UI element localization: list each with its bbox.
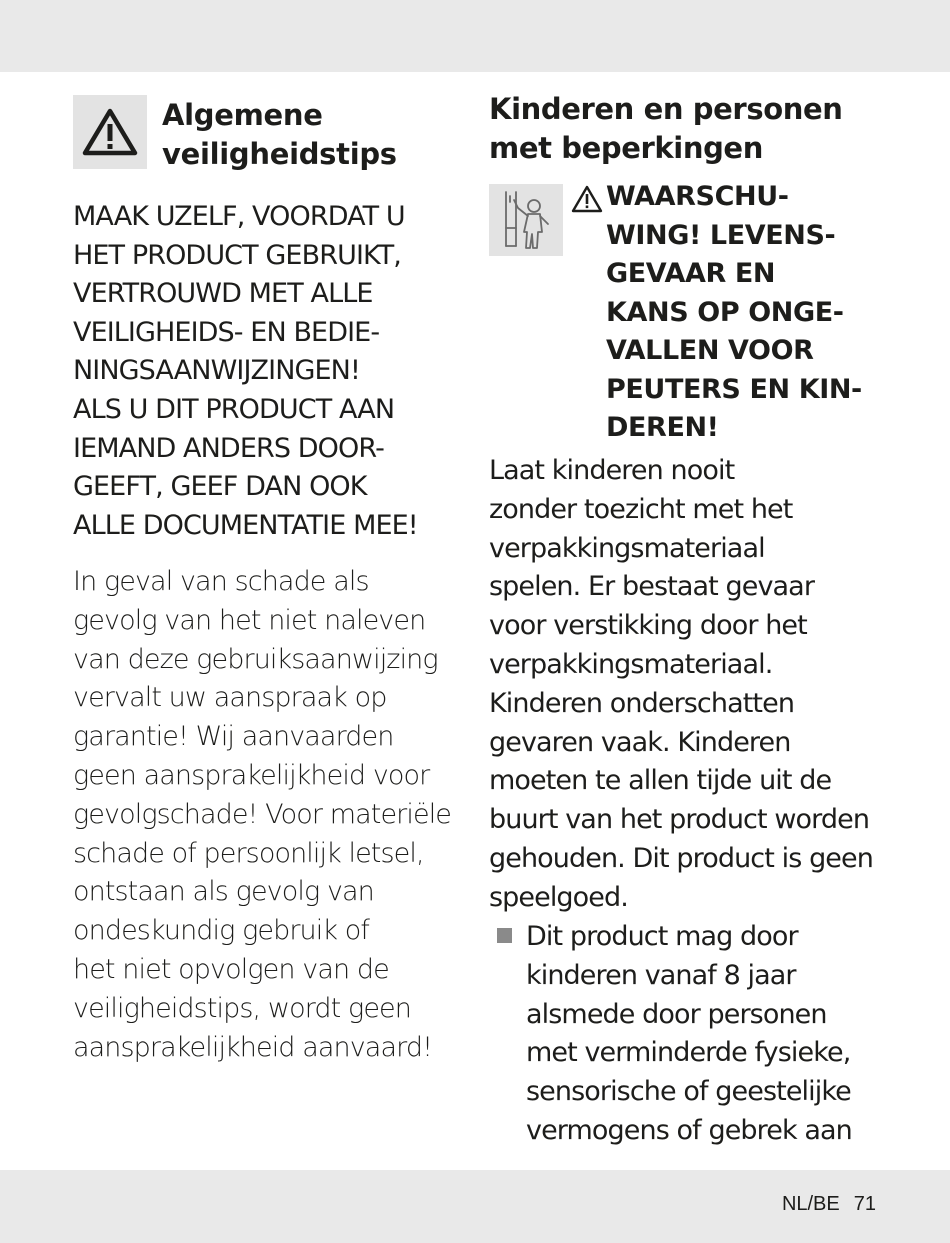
text-line: sensorische of geestelijke xyxy=(526,1076,851,1108)
text-line: vervalt uw aanspraak op xyxy=(73,682,387,714)
header-band xyxy=(0,0,950,72)
text-line: ALS U DIT PRODUCT AAN xyxy=(73,393,395,425)
text-line: gevolgschade! Voor materiële xyxy=(73,798,452,830)
warning-line: VALLEN VOOR xyxy=(606,335,814,366)
text-line: gevolg van het niet naleven xyxy=(73,604,426,636)
text-line: verpakkingsmateriaal. xyxy=(489,648,773,680)
text-line: NINGSAANWIJZINGEN! xyxy=(73,355,360,387)
heading-line: veiligheidstips xyxy=(162,137,397,171)
page-number: 71 xyxy=(853,1193,876,1215)
text-line: VEILIGHEIDS- EN BEDIE- xyxy=(73,316,380,348)
text-line: veiligheidstips, wordt geen xyxy=(73,992,411,1024)
warning-line: GEVAAR EN xyxy=(606,258,776,289)
text-line: aansprakelijkheid aanvaard! xyxy=(73,1031,432,1063)
warning-triangle-small-icon xyxy=(571,185,603,213)
text-line: gehouden. Dit product is geen xyxy=(489,842,873,874)
text-line: Kinderen onderschatten xyxy=(489,687,795,719)
child-safety-icon xyxy=(494,188,558,252)
bullet-square-icon xyxy=(497,928,512,943)
warranty-paragraph xyxy=(73,563,451,1067)
text-line: Dit product mag door xyxy=(526,921,798,952)
text-line: In geval van schade als xyxy=(73,566,369,597)
text-line: zonder toezicht met het xyxy=(489,493,793,525)
text-line: IEMAND ANDERS DOOR- xyxy=(73,432,384,464)
section-heading-general-safety xyxy=(162,96,397,174)
text-line: met verminderde fysieke, xyxy=(526,1037,851,1069)
text-line: verpakkingsmateriaal xyxy=(489,532,765,564)
text-line: geen aansprakelijkheid voor xyxy=(73,759,430,791)
text-line: ontstaan als gevolg van xyxy=(73,876,374,908)
text-line: ALLE DOCUMENTATIE MEE! xyxy=(73,509,418,541)
text-line: ondeskundig gebruik of xyxy=(73,915,370,947)
text-line: kinderen vanaf 8 jaar xyxy=(526,959,796,991)
text-line: speelgoed. xyxy=(489,881,628,913)
warning-line: DEREN! xyxy=(606,412,719,443)
text-line: Laat kinderen nooit xyxy=(489,455,735,486)
uppercase-instruction xyxy=(73,198,418,545)
text-line: buurt van het product worden xyxy=(489,804,870,836)
packaging-paragraph xyxy=(489,452,873,918)
text-line: HET PRODUCT GEBRUIKT, xyxy=(73,239,401,271)
warning-line: KANS OP ONGE- xyxy=(606,296,844,328)
warning-line: WAARSCHU- xyxy=(606,181,789,212)
text-line: van deze gebruiksaanwijzing xyxy=(73,643,438,675)
bullet-item xyxy=(526,918,852,1151)
text-line: gevaren vaak. Kinderen xyxy=(489,726,791,758)
text-line: VERTROUWD MET ALLE xyxy=(73,278,373,310)
heading-line: met beperkingen xyxy=(489,131,763,165)
text-line: moeten te allen tijde uit de xyxy=(489,765,832,797)
warning-triangle-icon xyxy=(82,107,138,157)
warning-box xyxy=(73,95,147,169)
text-line: alsmede door personen xyxy=(526,998,827,1030)
text-line: schade of persoonlijk letsel, xyxy=(73,837,424,869)
heading-line: Kinderen en personen xyxy=(489,92,843,126)
warning-line: PEUTERS EN KIN- xyxy=(606,373,862,405)
section-heading-children xyxy=(489,90,842,168)
child-pictogram-box xyxy=(489,184,563,256)
heading-line: Algemene xyxy=(162,98,323,132)
text-line: vermogens of gebrek aan xyxy=(526,1114,852,1146)
locale-label: NL/BE xyxy=(781,1193,840,1215)
text-line: voor verstikking door het xyxy=(489,610,807,642)
text-line: GEEFT, GEEF DAN OOK xyxy=(73,471,367,503)
text-line: het niet opvolgen van de xyxy=(73,953,389,985)
text-line: garantie! Wij aanvaarden xyxy=(73,721,394,753)
text-line: spelen. Er bestaat gevaar xyxy=(489,571,815,603)
page-footer xyxy=(782,1193,876,1216)
danger-warning xyxy=(606,178,862,448)
text-line: MAAK UZELF, VOORDAT U xyxy=(73,201,405,232)
warning-line: WING! LEVENS- xyxy=(606,219,836,251)
